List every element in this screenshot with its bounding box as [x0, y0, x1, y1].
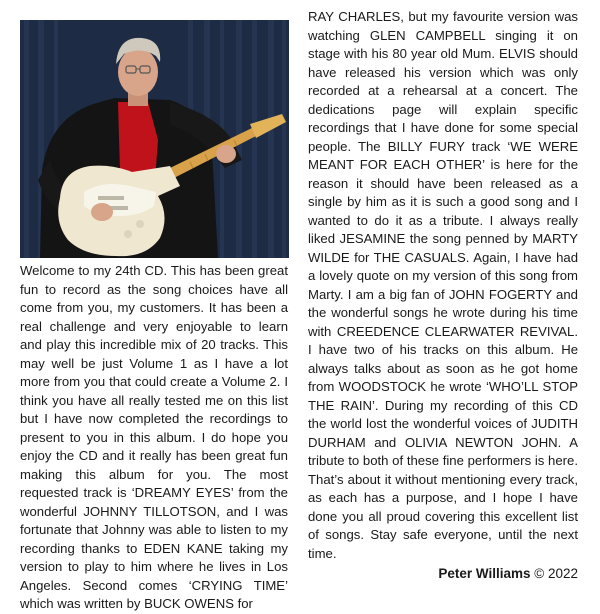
- author-name: Peter Williams: [438, 566, 531, 581]
- liner-notes-left-column: Welcome to my 24th CD. This has been great fun to record as the song choices have all come from you, my customers. It has been a real challenge and very enjoyable to learn and play this incredible mix of 20 tracks. This may well be just Volume 1 as I have a lot more from you that could create a Volume 2. I think you have all really tested me on this list but I have now completed the recordings to present to you in this album. I do hope you enjoy the CD and it really has been great fun making this album for you. The most requested track is ‘DREAMY EYES’ from the wonderful JOHNNY TILLOTSON, and I was fortunate that Johnny was able to listen to my recording thanks to EDEN KANE taking my version to play to him where he lives in Los Angeles. Second comes ‘CRYING TIME’ which was written by BUCK OWENS for: [20, 263, 288, 611]
- signature-line: [438, 565, 578, 583]
- copyright-text: © 2022: [534, 566, 578, 581]
- guitarist-illustration: [20, 20, 289, 258]
- guitarist-photo: [20, 20, 289, 258]
- liner-notes-right-column: RAY CHARLES, but my favourite version was watching GLEN CAMPBELL singing it on stage with his 80 year old Mum. ELVIS should have released his version which was only recorded at a rehearsal at a concert. The dedications page will explain specific recordings that I have done for some special people. The BILLY FURY track ‘WE WERE MEANT FOR EACH OTHER’ is here for the reason it should have been released as a single by him as it is such a good song and I wanted to do it as a tribute. I always really liked JESAMINE the song penned by MARTY WILDE for THE CASUALS. Again, I have had a lovely quote on my version of this song from Marty. I am a big fan of JOHN FOGERTY and the wonderful songs he wrote during his time with CREEDENCE CLEARWATER REVIVAL. I have two of his tracks on this album. He always talks about as soon as he got home from WOODSTOCK he wrote ‘WHO’LL STOP THE RAIN’. During my recording of this CD the world lost the wonderful voices of JUDITH DURHAM and OLIVIA NEWTON JOHN. A tribute to both of these fine performers is here. That’s about it without mentioning every track, as each has a purpose, and I hope I have done you all proud covering this excellent list of songs. Stay safe everyone, until the next time.: [308, 9, 578, 561]
